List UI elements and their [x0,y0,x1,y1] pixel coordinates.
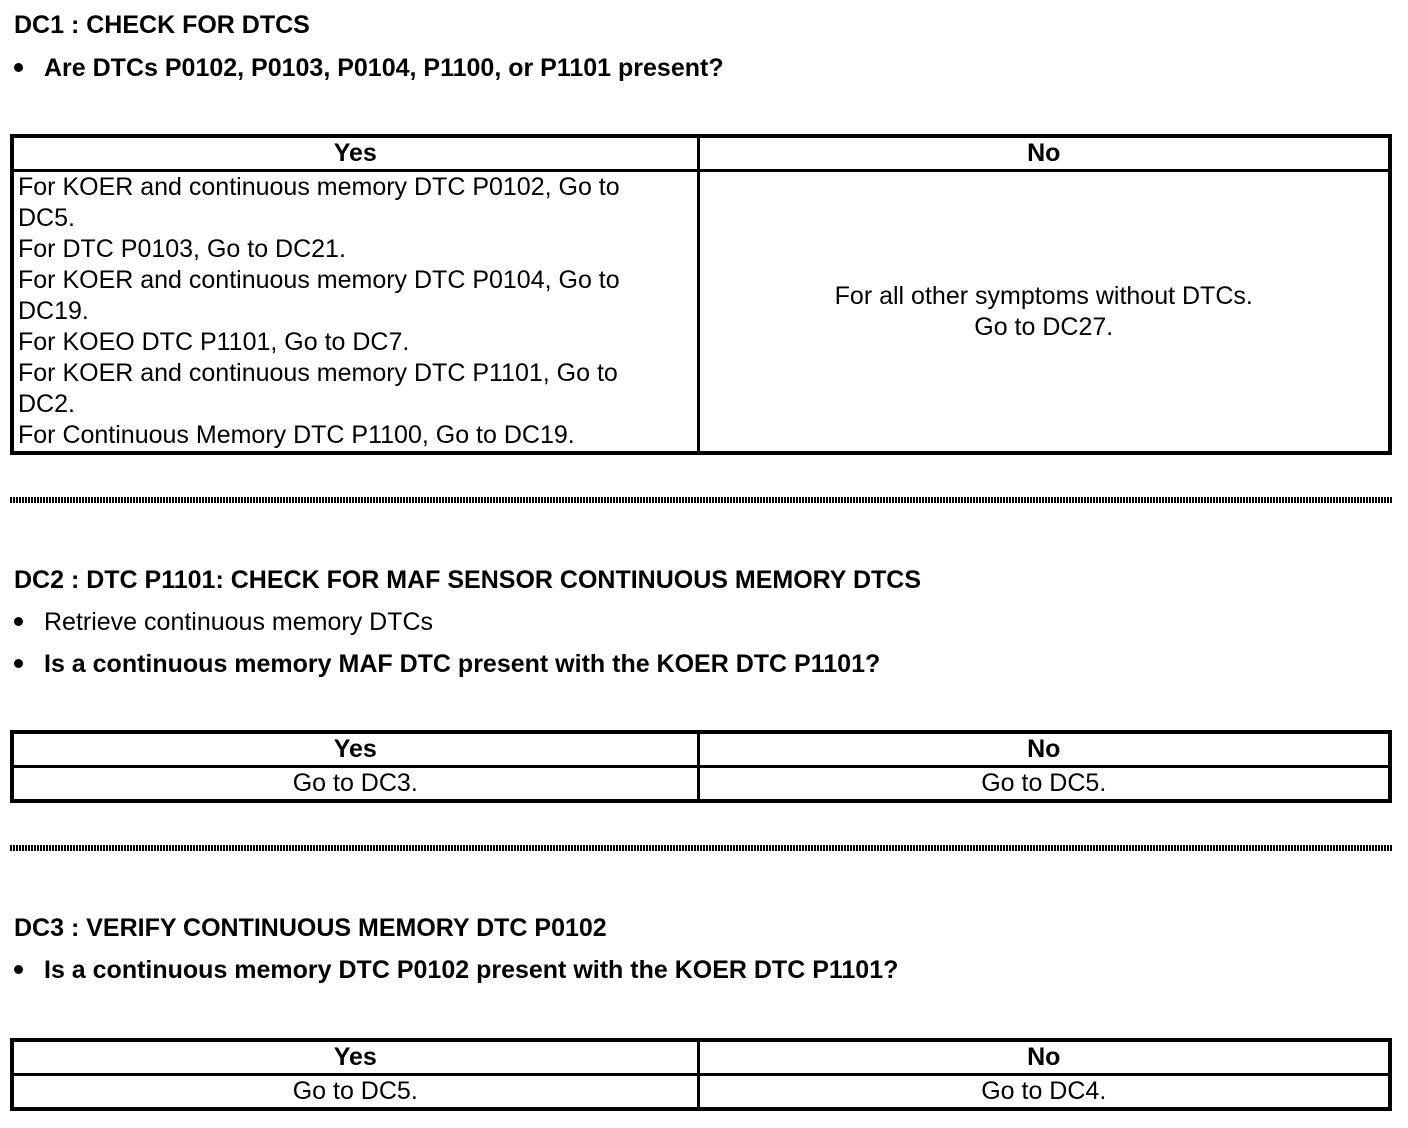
yes-no-table [10,1038,1392,1111]
bullet-text: Is a continuous memory MAF DTC present with the KOER DTC P1101? [44,650,881,678]
section-divider [10,845,1392,851]
no-header: No [698,732,1390,767]
yes-line: For KOEO DTC P1101, Go to DC7. [18,328,410,356]
yes-cell: Go to DC5. [12,1075,698,1110]
yes-line: For DTC P0103, Go to DC21. [18,235,346,263]
yes-line: DC2. [18,390,75,418]
yes-line: For KOER and continuous memory DTC P1101, Go to [18,359,618,387]
yes-header: Yes [12,136,698,171]
bullet-dot-icon [14,965,23,974]
no-cell: Go to DC5. [698,767,1390,802]
section-divider [10,497,1392,503]
yes-line: DC19. [18,297,89,325]
no-header: No [698,136,1390,171]
yes-header: Yes [12,1040,698,1075]
yes-no-table [10,134,1392,455]
bullet-question [14,53,724,83]
step-dc1 [10,0,1392,460]
yes-no-table [10,730,1392,803]
yes-line: For KOER and continuous memory DTC P0102, Go to [18,173,620,201]
yes-line: For Continuous Memory DTC P1100, Go to DC19. [18,421,575,449]
yes-cell [12,171,698,454]
step-dc2 [10,555,1392,815]
bullet-text: Are DTCs P0102, P0103, P0104, P1100, or P1101 present? [44,54,724,82]
step-title: DC1 : CHECK FOR DTCS [14,11,310,39]
yes-line: For KOER and continuous memory DTC P0104, Go to [18,266,620,294]
no-header: No [698,1040,1390,1075]
bullet-dot-icon [14,617,23,626]
step-dc3 [10,903,1392,1118]
bullet-text: Retrieve continuous memory DTCs [44,608,434,636]
no-cell [698,171,1390,454]
bullet-question [14,649,880,679]
step-title: DC3 : VERIFY CONTINUOUS MEMORY DTC P0102 [14,914,607,942]
yes-header: Yes [12,732,698,767]
step-title: DC2 : DTC P1101: CHECK FOR MAF SENSOR CONTINUOUS MEMORY DTCS [14,566,922,594]
no-line: Go to DC27. [974,312,1114,341]
yes-line: DC5. [18,204,75,232]
bullet-dot-icon [14,659,23,668]
bullet-text: Is a continuous memory DTC P0102 present with the KOER DTC P1101? [44,956,899,984]
bullet-instruction [14,607,433,637]
bullet-dot-icon [14,63,23,72]
no-cell: Go to DC4. [698,1075,1390,1110]
bullet-question [14,955,898,985]
yes-cell: Go to DC3. [12,767,698,802]
no-line: For all other symptoms without DTCs. [834,281,1253,310]
